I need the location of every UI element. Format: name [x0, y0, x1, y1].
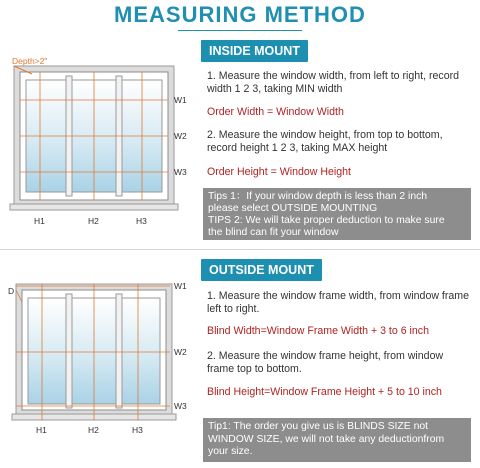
glass-pane-left: [28, 298, 66, 404]
inside-tip-line: Tips 1：If your window depth is less than 2 inch: [208, 191, 428, 202]
inside-formula-height: Order Height = Window Height: [207, 166, 351, 178]
h3-label: H3: [136, 216, 147, 226]
h2-label: H2: [88, 425, 99, 435]
inside-mount-window-diagram: [6, 56, 200, 228]
h1-label: H1: [34, 216, 45, 226]
section-divider: [0, 249, 480, 250]
w1-label: W1: [174, 281, 187, 291]
depth-label: Depth>2": [12, 56, 48, 66]
w3-label: W3: [174, 167, 187, 177]
window-sill: [10, 204, 178, 210]
inside-tip-line: please select OUTSIDE MOUNTING: [208, 203, 378, 214]
title-underline: [178, 30, 302, 31]
h2-label: H2: [88, 216, 99, 226]
w2-label: W2: [174, 131, 187, 141]
glass-pane-right: [122, 298, 160, 404]
w3-label: W3: [174, 401, 187, 411]
inside-step2: 2. Measure the window height, from top to bottom, record height 1 2 3, taking MAX height: [207, 129, 443, 154]
h3-label: H3: [132, 425, 143, 435]
outside-step1: 1. Measure the window frame width, from window frame left to right.: [207, 290, 470, 315]
inside-step1: 1. Measure the window width, from left to right, record width 1 2 3, taking MIN width: [207, 70, 460, 95]
outside-formula-height: Blind Height=Window Frame Height + 5 to 10 inch: [207, 386, 442, 398]
outside-tip-box: Tip1: The order you give us is BLINDS SIZE not WINDOW SIZE, we will not take any deductionfrom your size.: [203, 418, 471, 462]
inside-tip-line: the blind can fit your window: [208, 227, 339, 238]
outside-mount-window-diagram: [6, 278, 200, 438]
inside-formula-width: Order Width = Window Width: [207, 106, 344, 118]
outside-step2: 2. Measure the window frame height, from window frame top to bottom.: [207, 350, 444, 375]
w2-label: W2: [174, 347, 187, 357]
d-label: D: [8, 286, 15, 296]
h1-label: H1: [36, 425, 47, 435]
page-title: MEASURING METHOD: [114, 2, 366, 27]
inside-mount-badge: INSIDE MOUNT: [201, 40, 308, 62]
inside-tips-box: [203, 188, 471, 240]
w1-label: W1: [174, 95, 187, 105]
inside-tip-line: TIPS 2: We will take proper deduction to make sure: [208, 215, 445, 226]
outside-formula-width: Blind Width=Window Frame Width + 3 to 6 inch: [207, 325, 429, 337]
outside-mount-badge: OUTSIDE MOUNT: [201, 259, 322, 281]
